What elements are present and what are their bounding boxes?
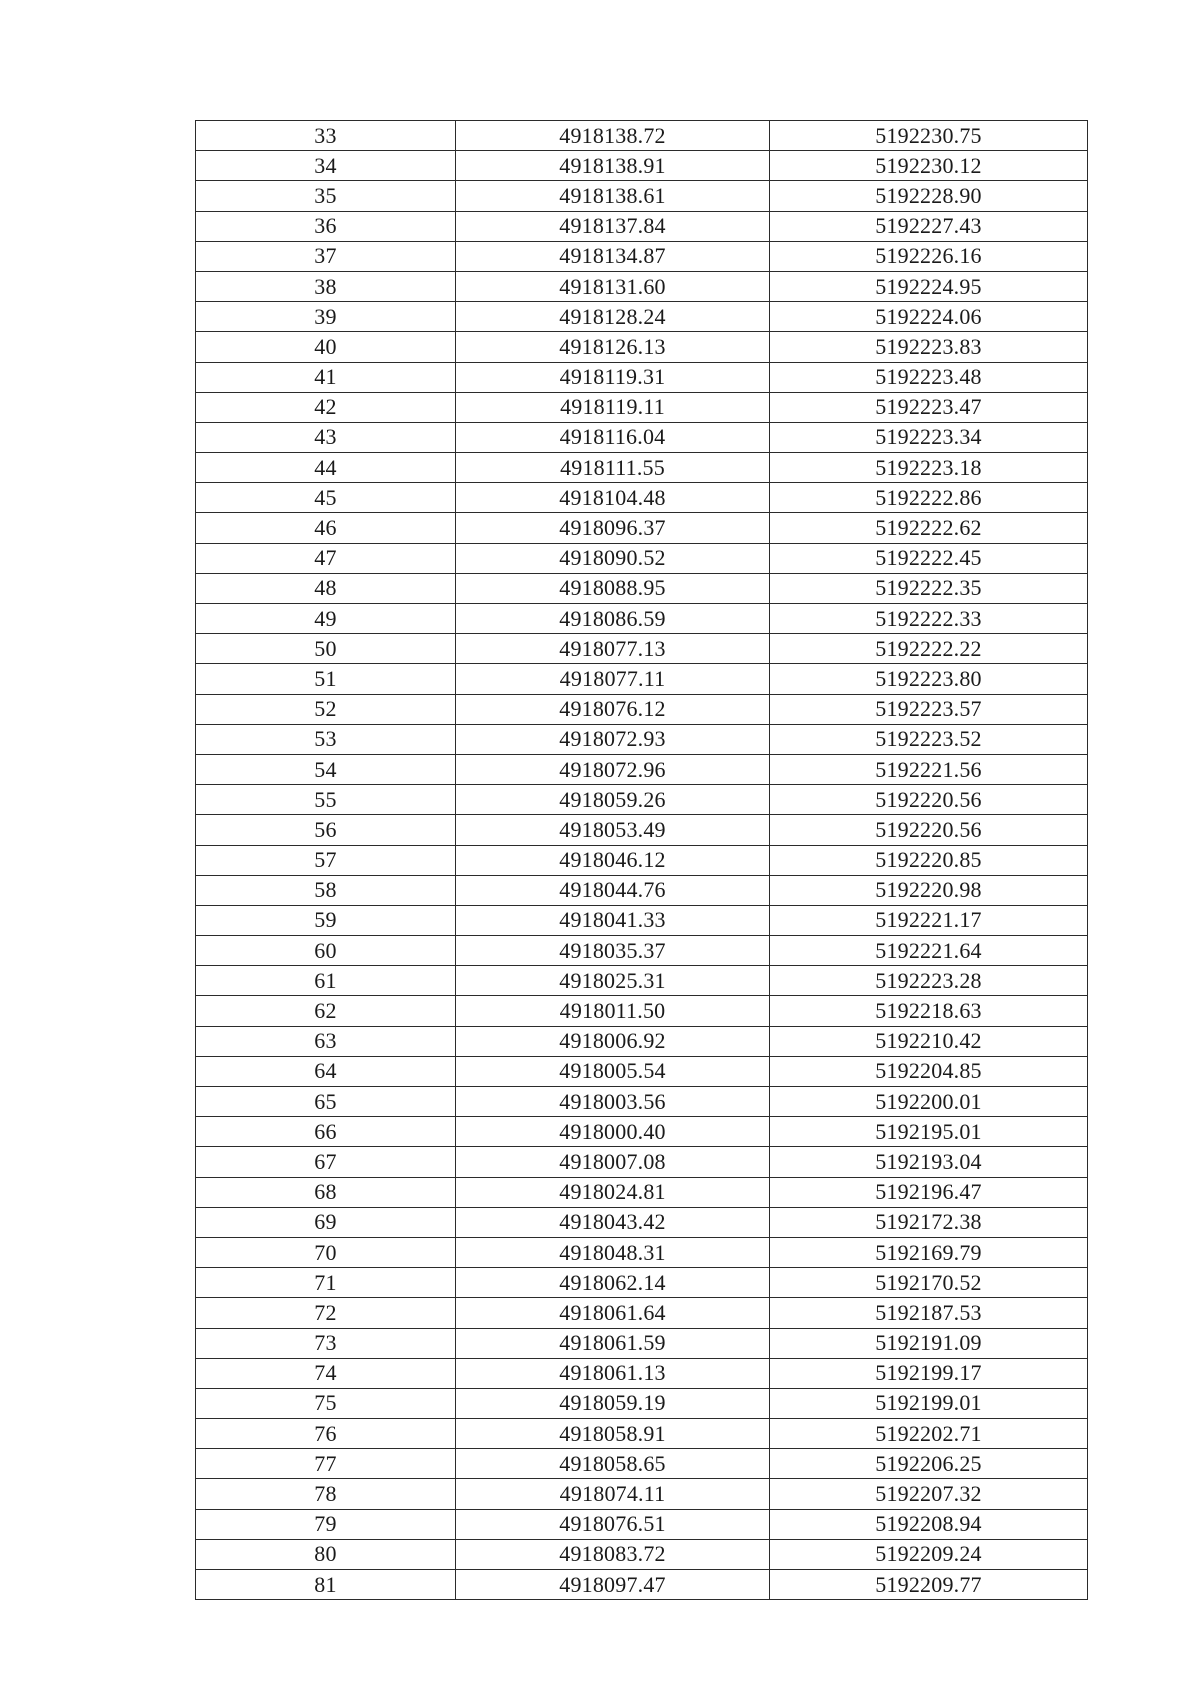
x-coordinate-cell: 4918061.59	[456, 1328, 770, 1358]
table-row	[196, 875, 1088, 905]
x-coordinate-cell: 4918005.54	[456, 1056, 770, 1086]
point-number-cell: 62	[196, 996, 456, 1026]
x-coordinate-cell: 4918061.13	[456, 1358, 770, 1388]
y-coordinate-cell: 5192195.01	[770, 1117, 1088, 1147]
table-row	[196, 996, 1088, 1026]
table-row	[196, 1358, 1088, 1388]
point-number-cell: 75	[196, 1388, 456, 1418]
table-row	[196, 1509, 1088, 1539]
x-coordinate-cell: 4918000.40	[456, 1117, 770, 1147]
point-number-cell: 77	[196, 1449, 456, 1479]
x-coordinate-cell: 4918059.19	[456, 1388, 770, 1418]
point-number-cell: 81	[196, 1570, 456, 1600]
table-row	[196, 332, 1088, 362]
table-row	[196, 1479, 1088, 1509]
x-coordinate-cell: 4918116.04	[456, 422, 770, 452]
table-row	[196, 1026, 1088, 1056]
x-coordinate-cell: 4918137.84	[456, 211, 770, 241]
y-coordinate-cell: 5192230.75	[770, 121, 1088, 151]
table-row	[196, 211, 1088, 241]
point-number-cell: 45	[196, 483, 456, 513]
table-row	[196, 694, 1088, 724]
table-row	[196, 604, 1088, 634]
x-coordinate-cell: 4918077.11	[456, 664, 770, 694]
table-row	[196, 573, 1088, 603]
point-number-cell: 40	[196, 332, 456, 362]
table-row	[196, 362, 1088, 392]
table-row	[196, 1539, 1088, 1569]
point-number-cell: 53	[196, 724, 456, 754]
x-coordinate-cell: 4918024.81	[456, 1177, 770, 1207]
x-coordinate-cell: 4918104.48	[456, 483, 770, 513]
y-coordinate-cell: 5192222.62	[770, 513, 1088, 543]
table-row	[196, 1117, 1088, 1147]
x-coordinate-cell: 4918006.92	[456, 1026, 770, 1056]
x-coordinate-cell: 4918096.37	[456, 513, 770, 543]
y-coordinate-cell: 5192170.52	[770, 1268, 1088, 1298]
x-coordinate-cell: 4918111.55	[456, 453, 770, 483]
table-row	[196, 1237, 1088, 1267]
y-coordinate-cell: 5192200.01	[770, 1087, 1088, 1117]
x-coordinate-cell: 4918119.11	[456, 392, 770, 422]
point-number-cell: 49	[196, 604, 456, 634]
x-coordinate-cell: 4918043.42	[456, 1207, 770, 1237]
point-number-cell: 48	[196, 573, 456, 603]
table-row	[196, 1388, 1088, 1418]
y-coordinate-cell: 5192220.85	[770, 845, 1088, 875]
table-row	[196, 271, 1088, 301]
table-row	[196, 151, 1088, 181]
point-number-cell: 69	[196, 1207, 456, 1237]
x-coordinate-cell: 4918076.12	[456, 694, 770, 724]
point-number-cell: 43	[196, 422, 456, 452]
table-row	[196, 785, 1088, 815]
y-coordinate-cell: 5192221.17	[770, 905, 1088, 935]
y-coordinate-cell: 5192223.48	[770, 362, 1088, 392]
y-coordinate-cell: 5192222.22	[770, 634, 1088, 664]
y-coordinate-cell: 5192223.47	[770, 392, 1088, 422]
table-row	[196, 121, 1088, 151]
y-coordinate-cell: 5192221.64	[770, 936, 1088, 966]
y-coordinate-cell: 5192206.25	[770, 1449, 1088, 1479]
table-row	[196, 1207, 1088, 1237]
point-number-cell: 36	[196, 211, 456, 241]
y-coordinate-cell: 5192222.86	[770, 483, 1088, 513]
point-number-cell: 39	[196, 302, 456, 332]
y-coordinate-cell: 5192172.38	[770, 1207, 1088, 1237]
x-coordinate-cell: 4918072.96	[456, 754, 770, 784]
y-coordinate-cell: 5192209.77	[770, 1570, 1088, 1600]
x-coordinate-cell: 4918138.61	[456, 181, 770, 211]
x-coordinate-cell: 4918003.56	[456, 1087, 770, 1117]
x-coordinate-cell: 4918128.24	[456, 302, 770, 332]
table-row	[196, 936, 1088, 966]
y-coordinate-cell: 5192228.90	[770, 181, 1088, 211]
y-coordinate-cell: 5192230.12	[770, 151, 1088, 181]
point-number-cell: 50	[196, 634, 456, 664]
table-row	[196, 1298, 1088, 1328]
table-row	[196, 1328, 1088, 1358]
x-coordinate-cell: 4918059.26	[456, 785, 770, 815]
point-number-cell: 37	[196, 241, 456, 271]
point-number-cell: 54	[196, 754, 456, 784]
y-coordinate-cell: 5192196.47	[770, 1177, 1088, 1207]
table-row	[196, 513, 1088, 543]
y-coordinate-cell: 5192202.71	[770, 1419, 1088, 1449]
coordinates-table-body	[196, 121, 1088, 1600]
point-number-cell: 72	[196, 1298, 456, 1328]
x-coordinate-cell: 4918086.59	[456, 604, 770, 634]
y-coordinate-cell: 5192226.16	[770, 241, 1088, 271]
x-coordinate-cell: 4918083.72	[456, 1539, 770, 1569]
table-row	[196, 483, 1088, 513]
y-coordinate-cell: 5192223.83	[770, 332, 1088, 362]
table-row	[196, 1087, 1088, 1117]
y-coordinate-cell: 5192223.34	[770, 422, 1088, 452]
point-number-cell: 70	[196, 1237, 456, 1267]
y-coordinate-cell: 5192191.09	[770, 1328, 1088, 1358]
table-row	[196, 754, 1088, 784]
table-row	[196, 1147, 1088, 1177]
point-number-cell: 64	[196, 1056, 456, 1086]
point-number-cell: 66	[196, 1117, 456, 1147]
y-coordinate-cell: 5192169.79	[770, 1237, 1088, 1267]
y-coordinate-cell: 5192220.56	[770, 785, 1088, 815]
y-coordinate-cell: 5192222.45	[770, 543, 1088, 573]
table-row	[196, 634, 1088, 664]
table-row	[196, 543, 1088, 573]
x-coordinate-cell: 4918044.76	[456, 875, 770, 905]
y-coordinate-cell: 5192223.28	[770, 966, 1088, 996]
x-coordinate-cell: 4918077.13	[456, 634, 770, 664]
x-coordinate-cell: 4918011.50	[456, 996, 770, 1026]
table-row	[196, 1419, 1088, 1449]
y-coordinate-cell: 5192221.56	[770, 754, 1088, 784]
y-coordinate-cell: 5192210.42	[770, 1026, 1088, 1056]
point-number-cell: 73	[196, 1328, 456, 1358]
x-coordinate-cell: 4918048.31	[456, 1237, 770, 1267]
y-coordinate-cell: 5192218.63	[770, 996, 1088, 1026]
x-coordinate-cell: 4918035.37	[456, 936, 770, 966]
point-number-cell: 65	[196, 1087, 456, 1117]
point-number-cell: 51	[196, 664, 456, 694]
x-coordinate-cell: 4918074.11	[456, 1479, 770, 1509]
x-coordinate-cell: 4918131.60	[456, 271, 770, 301]
table-row	[196, 392, 1088, 422]
point-number-cell: 61	[196, 966, 456, 996]
y-coordinate-cell: 5192208.94	[770, 1509, 1088, 1539]
point-number-cell: 76	[196, 1419, 456, 1449]
y-coordinate-cell: 5192222.35	[770, 573, 1088, 603]
table-row	[196, 664, 1088, 694]
table-row	[196, 302, 1088, 332]
y-coordinate-cell: 5192224.06	[770, 302, 1088, 332]
x-coordinate-cell: 4918041.33	[456, 905, 770, 935]
table-row	[196, 815, 1088, 845]
point-number-cell: 34	[196, 151, 456, 181]
x-coordinate-cell: 4918061.64	[456, 1298, 770, 1328]
x-coordinate-cell: 4918090.52	[456, 543, 770, 573]
point-number-cell: 59	[196, 905, 456, 935]
point-number-cell: 35	[196, 181, 456, 211]
point-number-cell: 71	[196, 1268, 456, 1298]
point-number-cell: 33	[196, 121, 456, 151]
point-number-cell: 67	[196, 1147, 456, 1177]
point-number-cell: 60	[196, 936, 456, 966]
table-row	[196, 845, 1088, 875]
x-coordinate-cell: 4918062.14	[456, 1268, 770, 1298]
x-coordinate-cell: 4918088.95	[456, 573, 770, 603]
x-coordinate-cell: 4918076.51	[456, 1509, 770, 1539]
y-coordinate-cell: 5192222.33	[770, 604, 1088, 634]
point-number-cell: 56	[196, 815, 456, 845]
x-coordinate-cell: 4918058.65	[456, 1449, 770, 1479]
x-coordinate-cell: 4918097.47	[456, 1570, 770, 1600]
table-row	[196, 241, 1088, 271]
y-coordinate-cell: 5192227.43	[770, 211, 1088, 241]
point-number-cell: 47	[196, 543, 456, 573]
y-coordinate-cell: 5192209.24	[770, 1539, 1088, 1569]
point-number-cell: 44	[196, 453, 456, 483]
point-number-cell: 78	[196, 1479, 456, 1509]
y-coordinate-cell: 5192223.80	[770, 664, 1088, 694]
table-row	[196, 453, 1088, 483]
x-coordinate-cell: 4918058.91	[456, 1419, 770, 1449]
point-number-cell: 52	[196, 694, 456, 724]
y-coordinate-cell: 5192224.95	[770, 271, 1088, 301]
point-number-cell: 55	[196, 785, 456, 815]
x-coordinate-cell: 4918007.08	[456, 1147, 770, 1177]
table-row	[196, 905, 1088, 935]
point-number-cell: 68	[196, 1177, 456, 1207]
y-coordinate-cell: 5192223.57	[770, 694, 1088, 724]
point-number-cell: 46	[196, 513, 456, 543]
table-row	[196, 1268, 1088, 1298]
point-number-cell: 38	[196, 271, 456, 301]
point-number-cell: 42	[196, 392, 456, 422]
point-number-cell: 58	[196, 875, 456, 905]
x-coordinate-cell: 4918138.72	[456, 121, 770, 151]
coordinates-table	[195, 120, 1088, 1600]
y-coordinate-cell: 5192187.53	[770, 1298, 1088, 1328]
x-coordinate-cell: 4918138.91	[456, 151, 770, 181]
y-coordinate-cell: 5192220.56	[770, 815, 1088, 845]
table-row	[196, 1449, 1088, 1479]
x-coordinate-cell: 4918053.49	[456, 815, 770, 845]
y-coordinate-cell: 5192207.32	[770, 1479, 1088, 1509]
table-row	[196, 1056, 1088, 1086]
x-coordinate-cell: 4918126.13	[456, 332, 770, 362]
point-number-cell: 80	[196, 1539, 456, 1569]
table-row	[196, 1570, 1088, 1600]
table-row	[196, 1177, 1088, 1207]
x-coordinate-cell: 4918072.93	[456, 724, 770, 754]
table-row	[196, 966, 1088, 996]
point-number-cell: 63	[196, 1026, 456, 1056]
point-number-cell: 74	[196, 1358, 456, 1388]
point-number-cell: 79	[196, 1509, 456, 1539]
point-number-cell: 57	[196, 845, 456, 875]
x-coordinate-cell: 4918046.12	[456, 845, 770, 875]
table-row	[196, 181, 1088, 211]
y-coordinate-cell: 5192199.17	[770, 1358, 1088, 1388]
y-coordinate-cell: 5192199.01	[770, 1388, 1088, 1418]
y-coordinate-cell: 5192193.04	[770, 1147, 1088, 1177]
point-number-cell: 41	[196, 362, 456, 392]
table-row	[196, 724, 1088, 754]
y-coordinate-cell: 5192220.98	[770, 875, 1088, 905]
y-coordinate-cell: 5192204.85	[770, 1056, 1088, 1086]
x-coordinate-cell: 4918119.31	[456, 362, 770, 392]
y-coordinate-cell: 5192223.18	[770, 453, 1088, 483]
x-coordinate-cell: 4918025.31	[456, 966, 770, 996]
y-coordinate-cell: 5192223.52	[770, 724, 1088, 754]
x-coordinate-cell: 4918134.87	[456, 241, 770, 271]
table-row	[196, 422, 1088, 452]
